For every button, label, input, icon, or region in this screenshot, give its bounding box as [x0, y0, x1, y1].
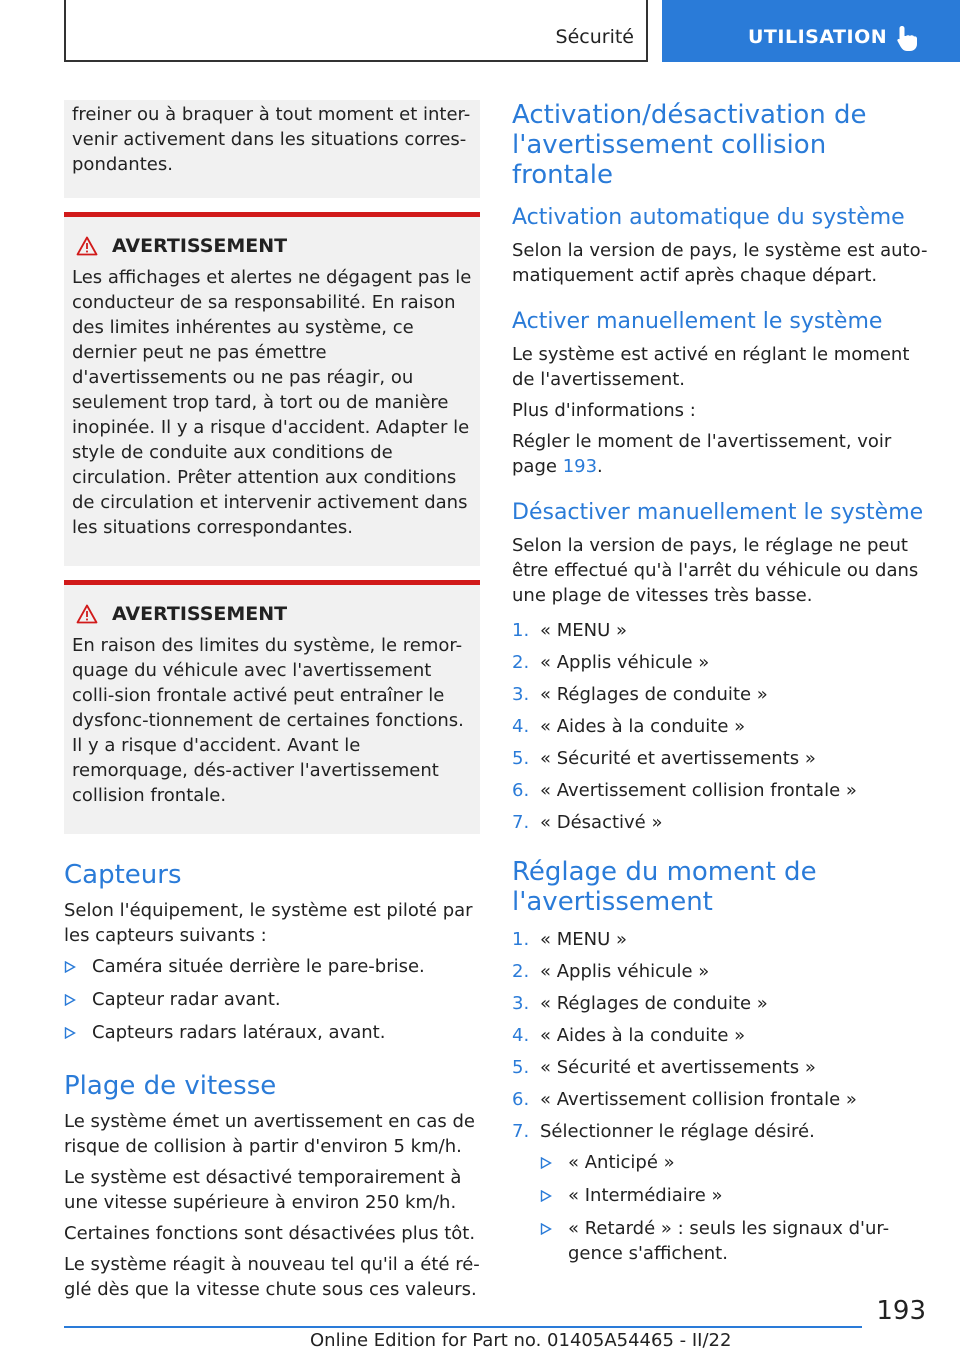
triangle-bullet-icon: [64, 961, 76, 973]
warning-text: En raison des limites du système, le remor-quage du véhicule avec l'avertissement colli-sion frontale activé peut entraîner le dysfonc-tionnement de certaines fonctions. Il y a risque d'accident. Avant le remorquage, dés-activer l'avertissement collision frontale.: [72, 635, 464, 806]
deactivation-steps: [512, 618, 928, 835]
warning-text: Les affichages et alertes ne dégagent pas le conducteur de sa responsabilité. En raison des limites inhérentes au système, ce dernier peut ne pas émettre d'avertissements ou ne pas réagir, ou seulement trop tard, à tort ou de manière inopinée. Il y a risque d'accident. Adapter le style de conduite aux conditions de circulation. Prêter attention aux conditions de circulation et intervenir activement dans les situations correspondantes.: [72, 267, 472, 538]
warning-title: AVERTISSEMENT: [112, 603, 288, 625]
vitesse-p3: Certaines fonctions sont désactivées plus tôt.: [64, 1223, 476, 1244]
left-column: [64, 100, 480, 1308]
heading-plage-vitesse: Plage de vitesse: [64, 1071, 277, 1101]
footer-edition: Online Edition for Part no. 01405A54465 - II/22: [310, 1330, 732, 1351]
triangle-bullet-icon: [540, 1157, 552, 1169]
triangle-bullet-icon: [64, 1027, 76, 1039]
pointing-hand-icon: [894, 24, 922, 52]
list-item: 5. « Sécurité et avertissements »: [512, 1057, 816, 1078]
warning-triangle-icon: [76, 236, 98, 256]
list-item: 1. « MENU »: [512, 929, 628, 950]
list-item: 3. « Réglages de conduite »: [512, 993, 768, 1014]
list-item: Capteurs radars latéraux, avant.: [64, 1020, 480, 1045]
manual-on-p2: Plus d'informations :: [512, 400, 696, 421]
heading-activation: Activation/désactivation de l'avertissement collision frontale: [512, 100, 867, 190]
manual-on-p3: Régler le moment de l'avertissement, voir page 193.: [512, 431, 892, 477]
list-item: Capteur radar avant.: [64, 987, 480, 1012]
footer-divider: [64, 1326, 862, 1328]
warning-box-2: [64, 580, 480, 834]
chapter-title: UTILISATION: [748, 26, 888, 48]
list-item: 4. « Aides à la conduite »: [512, 1025, 746, 1046]
list-item: « Anticipé »: [540, 1150, 928, 1175]
warning-triangle-icon: [76, 604, 98, 624]
list-item: Caméra située derrière le pare-brise.: [64, 954, 480, 979]
list-item: 1. « MENU »: [512, 620, 628, 641]
timing-options: [540, 1150, 928, 1266]
heading-auto: Activation automatique du système: [512, 205, 905, 230]
list-item: « Retardé » : seuls les signaux d'ur-gence s'affichent.: [540, 1216, 928, 1266]
triangle-bullet-icon: [64, 994, 76, 1006]
list-item: 3. « Réglages de conduite »: [512, 684, 768, 705]
page-link[interactable]: 193: [562, 456, 598, 477]
list-item: 2. « Applis véhicule »: [512, 961, 710, 982]
warning-box-1: [64, 212, 480, 566]
section-title: Sécurité: [555, 26, 634, 48]
sensor-list: [64, 954, 480, 1045]
list-item: 5. « Sécurité et avertissements »: [512, 748, 816, 769]
list-item: 7. « Désactivé »: [512, 812, 663, 833]
list-item: 7. Sélectionner le réglage désiré. « Anticipé » « Intermédiaire » « Retardé » : seuls les signaux d'ur-gence s'affichent.: [512, 1119, 928, 1266]
list-item: 2. « Applis véhicule »: [512, 652, 710, 673]
list-item: « Intermédiaire »: [540, 1183, 928, 1208]
vitesse-p4: Le système réagit à nouveau tel qu'il a été ré-glé dès que la vitesse chute sous ces valeurs.: [64, 1254, 480, 1300]
page-number: 193: [876, 1296, 926, 1326]
auto-text: Selon la version de pays, le système est auto-matiquement actif après chaque départ.: [512, 240, 928, 286]
list-item: 6. « Avertissement collision frontale »: [512, 780, 857, 801]
vitesse-p2: Le système est désactivé temporairement à une vitesse supérieure à environ 250 km/h.: [64, 1167, 462, 1213]
list-item: 4. « Aides à la conduite »: [512, 716, 746, 737]
list-item: 6. « Avertissement collision frontale »: [512, 1089, 857, 1110]
right-column: [512, 100, 928, 1274]
timing-steps: [512, 927, 928, 1266]
header-chapter-tab: [662, 0, 960, 62]
heading-capteurs: Capteurs: [64, 860, 182, 890]
heading-manual-on: Activer manuellement le système: [512, 309, 883, 334]
header-section-tab: [64, 0, 648, 62]
manual-on-p1: Le système est activé en réglant le moment de l'avertissement.: [512, 344, 910, 390]
intro-text: freiner ou à braquer à tout moment et inter-venir activement dans les situations corres-pondantes.: [72, 104, 471, 175]
warning-title: AVERTISSEMENT: [112, 235, 288, 257]
heading-manual-off: Désactiver manuellement le système: [512, 500, 924, 525]
vitesse-p1: Le système émet un avertissement en cas de risque de collision à partir d'environ 5 km/h.: [64, 1111, 475, 1157]
manual-off-text: Selon la version de pays, le réglage ne peut être effectué qu'à l'arrêt du véhicule ou dans une plage de vitesses très basse.: [512, 535, 919, 606]
triangle-bullet-icon: [540, 1190, 552, 1202]
capteurs-text: Selon l'équipement, le système est piloté par les capteurs suivants :: [64, 900, 473, 946]
heading-timing: Réglage du moment de l'avertissement: [512, 857, 817, 917]
triangle-bullet-icon: [540, 1223, 552, 1235]
intro-box: [64, 100, 480, 198]
